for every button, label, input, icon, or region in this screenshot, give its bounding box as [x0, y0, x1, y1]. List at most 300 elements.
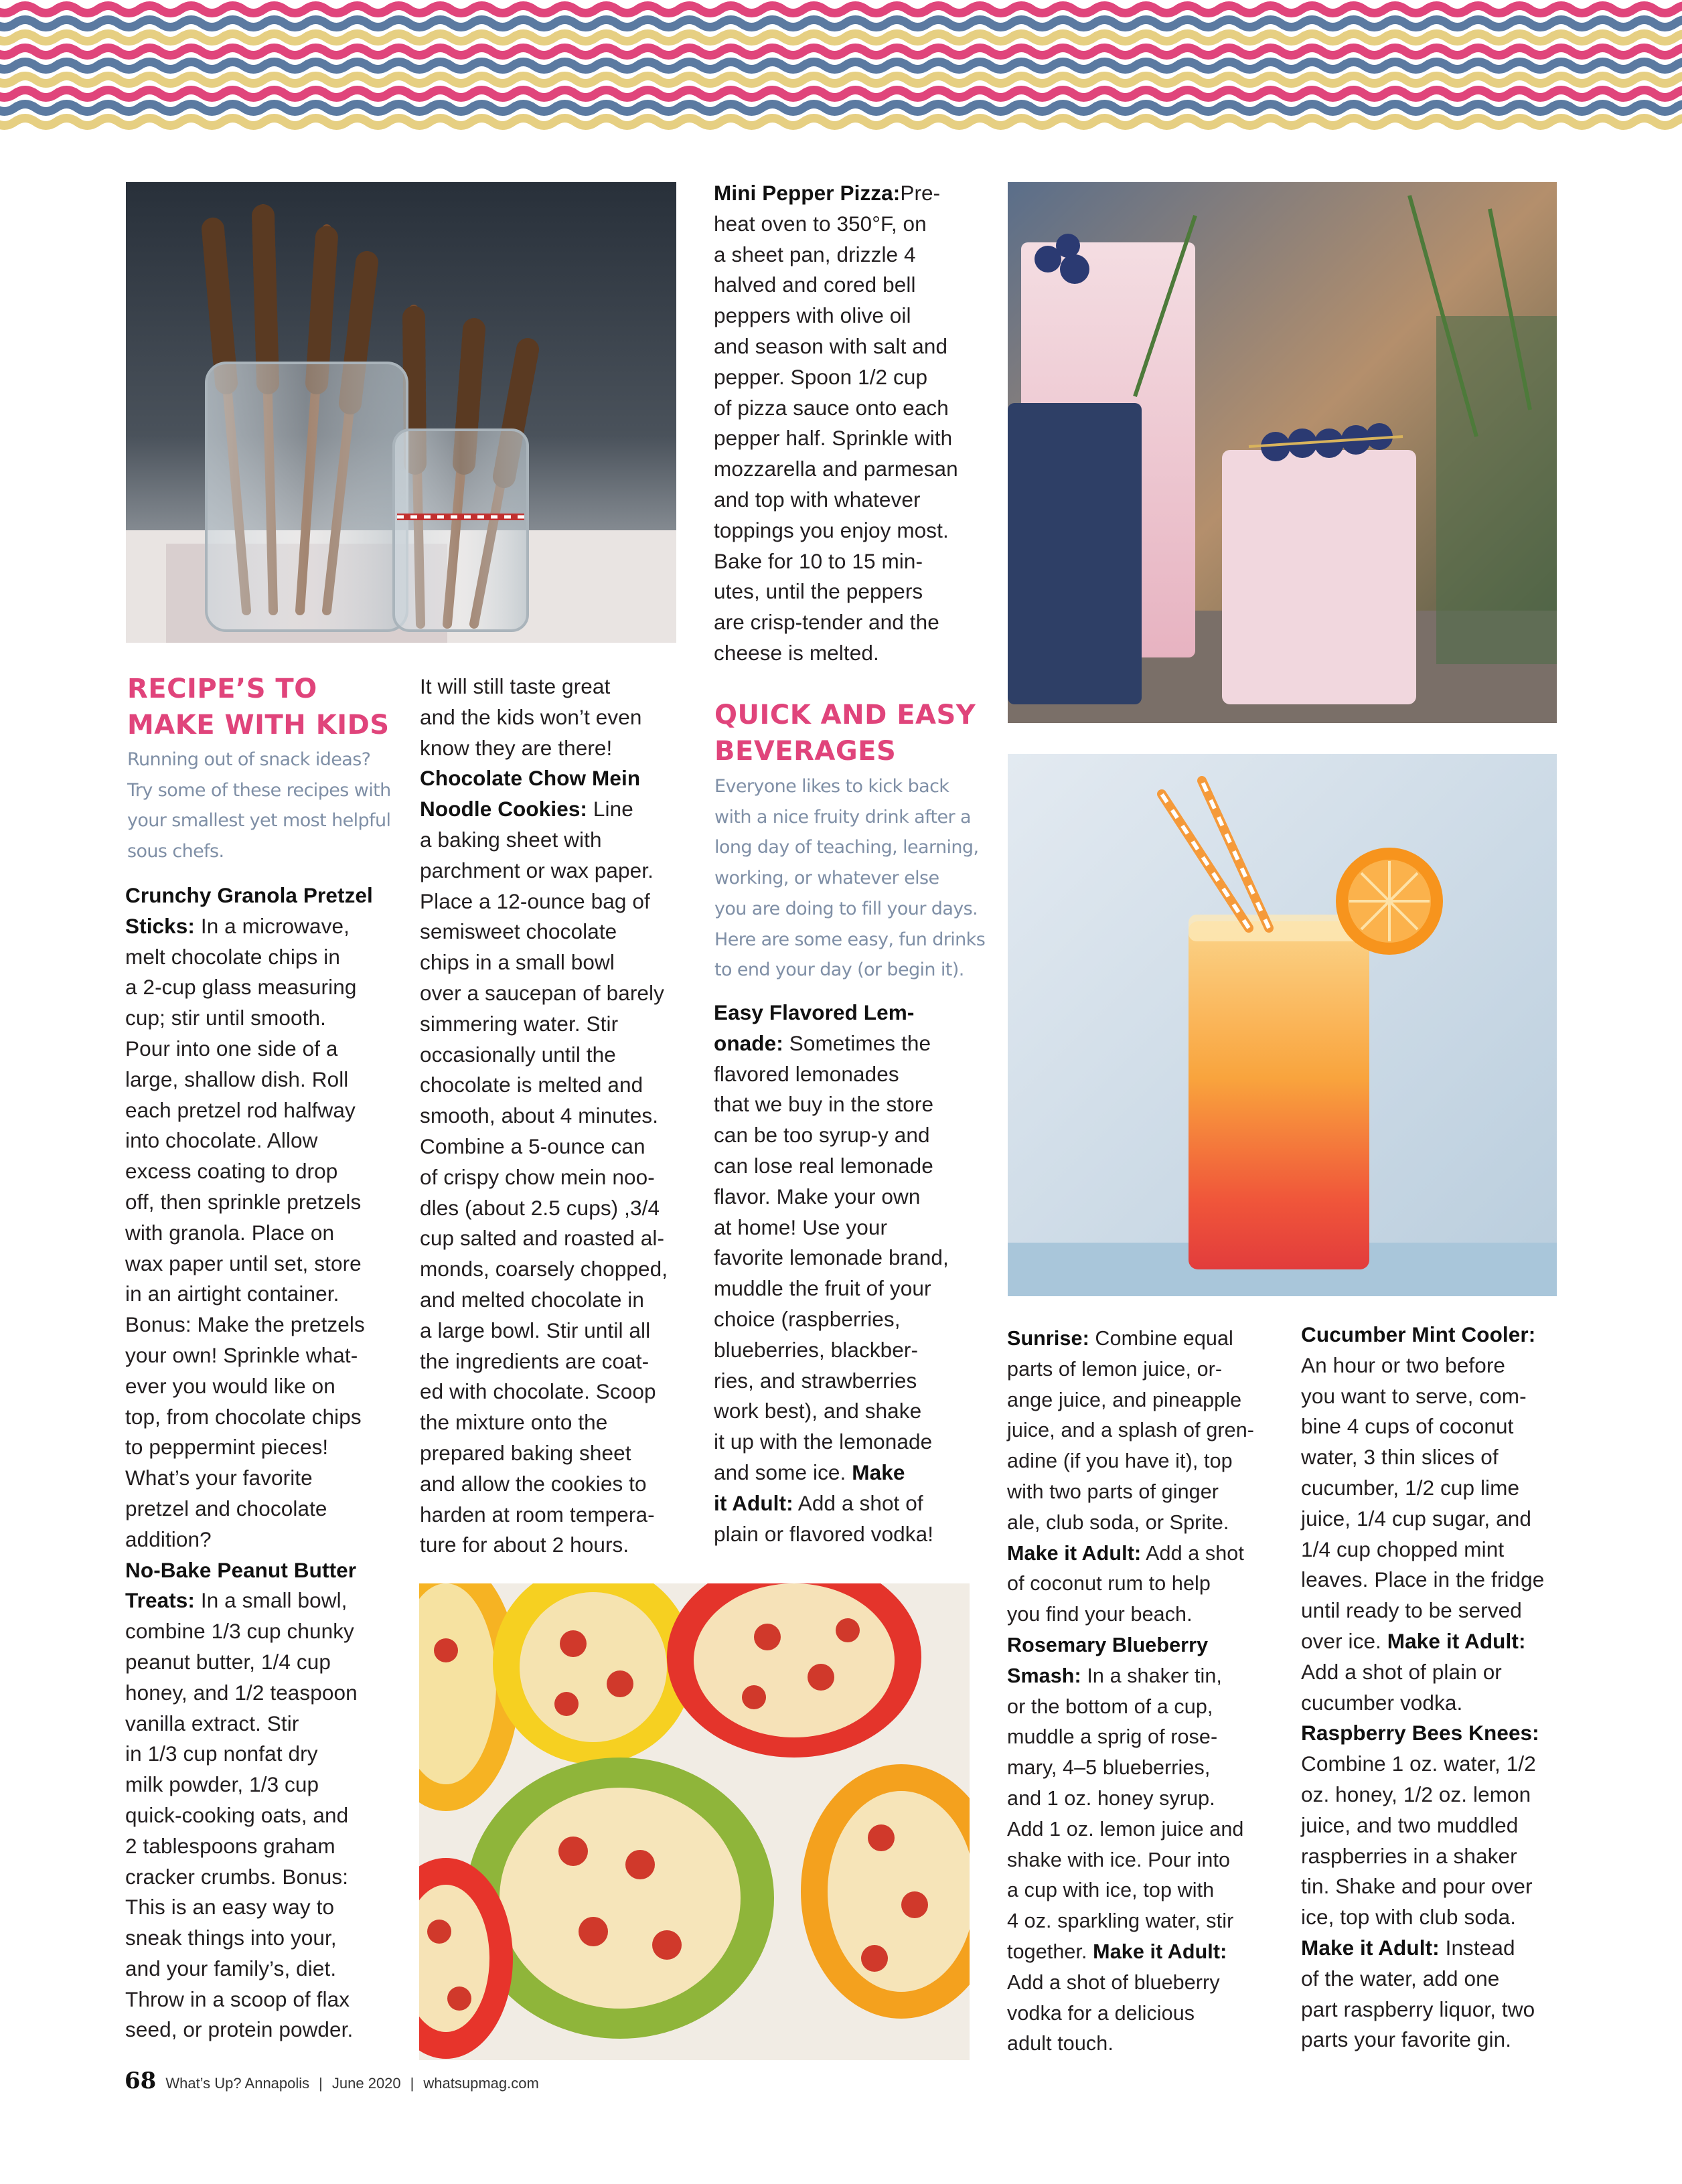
text-run: flavored lemonades — [714, 1061, 899, 1086]
text-line — [1301, 1473, 1569, 1504]
text-run: you find your beach. — [1007, 1603, 1193, 1626]
text-line — [125, 1770, 393, 1800]
text-run: and allow the cookies to — [420, 1471, 647, 1496]
text-line — [420, 978, 688, 1009]
text-line — [1007, 1784, 1288, 1814]
text-run: utes, until the peppers — [714, 579, 923, 604]
text-run: oz. honey, 1/2 oz. lemon — [1301, 1782, 1531, 1806]
text-line — [125, 1402, 393, 1433]
text-run: prepared baking sheet — [420, 1440, 631, 1465]
text-line — [420, 886, 688, 917]
beverages-intro — [714, 771, 985, 986]
website-url: whatsupmag.com — [423, 2075, 539, 2092]
text-line — [1007, 1753, 1288, 1784]
text-line — [1007, 1415, 1288, 1446]
text-line — [125, 1923, 393, 1954]
text-run: and top with whatever — [714, 487, 921, 512]
text-line — [1301, 1411, 1569, 1442]
text-line — [714, 178, 982, 209]
text-run: Pre- — [900, 181, 941, 205]
text-run: that we buy in the store — [714, 1092, 934, 1117]
text-line — [714, 240, 982, 270]
text-run: pepper. Spoon 1/2 cup — [714, 364, 928, 389]
bold-run: Sunrise: — [1007, 1327, 1089, 1350]
text-line — [714, 576, 982, 607]
text-run: work best), and shake — [714, 1399, 922, 1423]
text-line — [125, 1585, 393, 1616]
text-run: over a saucepan of barely — [420, 980, 664, 1005]
text-run: can lose real lemonade — [714, 1153, 933, 1178]
text-line — [1007, 1968, 1288, 1999]
decorative-wave-border — [0, 0, 1682, 134]
text-run: ries, and strawberries — [714, 1368, 917, 1393]
text-line — [420, 1254, 688, 1285]
text-line — [125, 1892, 393, 1923]
text-run: part raspberry liquor, two — [1301, 1997, 1535, 2021]
text-line — [420, 1070, 688, 1101]
text-line — [1301, 1810, 1569, 1841]
text-line — [714, 998, 982, 1028]
bold-run: Chocolate Chow Mein — [420, 766, 641, 791]
text-line — [1007, 1661, 1288, 1692]
text-run: the mixture onto the — [420, 1410, 608, 1435]
text-run: harden at room tempera- — [420, 1502, 655, 1527]
text-line — [125, 1616, 393, 1647]
text-line — [125, 1954, 393, 1984]
text-line — [125, 1432, 393, 1463]
text-line — [125, 1279, 393, 1310]
sunrise-and-smash-recipes — [1007, 1324, 1288, 2059]
text-run: Line — [587, 797, 633, 822]
text-line — [420, 947, 688, 978]
text-line — [125, 1494, 393, 1525]
text-run: juice, and two muddled — [1301, 1812, 1519, 1837]
text-run: a 2-cup glass measuring — [125, 975, 357, 1000]
bold-run: Make it Adult: — [1007, 1541, 1142, 1565]
kids-intro-line: your smallest yet most helpful — [127, 810, 391, 832]
text-line — [125, 1525, 393, 1555]
text-run: Combine a 5-ounce can — [420, 1134, 645, 1158]
text-line — [125, 1065, 393, 1095]
text-line — [714, 546, 982, 577]
text-run: This is an easy way to — [125, 1895, 335, 1920]
text-run: 2 tablespoons graham — [125, 1833, 335, 1858]
text-line — [420, 794, 688, 825]
text-line — [1007, 1539, 1288, 1569]
text-line — [1007, 1569, 1288, 1600]
text-run: Combine 1 oz. water, 1/2 — [1301, 1751, 1536, 1776]
text-line — [714, 1304, 982, 1335]
wave-stripe — [0, 119, 1682, 126]
issue-date: June 2020 — [331, 2075, 401, 2092]
beverages-intro-line: Here are some easy, fun drinks — [714, 929, 986, 950]
wave-stripe — [0, 48, 1682, 56]
beverages-intro-line: to end your day (or begin it). — [714, 959, 964, 981]
text-line — [1301, 1718, 1569, 1749]
text-line — [714, 1458, 982, 1488]
text-line — [1301, 1841, 1569, 1872]
kids-intro-line: sous chefs. — [127, 841, 224, 862]
text-run: semisweet chocolate — [420, 919, 617, 944]
text-line — [420, 733, 688, 764]
wave-stripe — [0, 6, 1682, 13]
text-line — [1301, 1688, 1569, 1719]
text-line — [1007, 1845, 1288, 1876]
text-run: in 1/3 cup nonfat dry — [125, 1741, 318, 1766]
text-run: muddle a sprig of rose- — [1007, 1725, 1218, 1749]
bold-run: Rosemary Blueberry — [1007, 1633, 1209, 1656]
text-line — [714, 1151, 982, 1182]
text-line — [125, 1156, 393, 1187]
text-line — [1007, 1722, 1288, 1753]
text-line — [125, 1249, 393, 1279]
text-line — [1301, 1626, 1569, 1657]
beverages-intro-line: you are doing to fill your days. — [714, 898, 978, 919]
text-run: your own! Sprinkle what- — [125, 1342, 358, 1367]
text-run: each pretzel rod halfway — [125, 1097, 356, 1122]
kids-intro-line: Running out of snack ideas? — [127, 749, 371, 770]
text-line — [1301, 1749, 1569, 1780]
text-run: excess coating to drop — [125, 1159, 338, 1184]
text-run: Sometimes the — [783, 1030, 931, 1055]
text-line — [420, 1285, 688, 1316]
wave-stripe — [0, 62, 1682, 70]
text-line — [714, 270, 982, 301]
text-run: vodka for a delicious — [1007, 2001, 1195, 2025]
text-line — [1301, 2025, 1569, 2055]
kids-intro — [127, 745, 391, 867]
text-run: shake with ice. Pour into — [1007, 1848, 1231, 1871]
text-line — [420, 1193, 688, 1224]
beverages-heading-line-1: QUICK AND EASY — [714, 700, 976, 730]
text-run: of pizza sauce onto each — [714, 395, 949, 420]
text-line — [714, 362, 982, 393]
text-run: Add a shot of — [793, 1490, 923, 1515]
kids-intro-line: Try some of these recipes with — [127, 779, 391, 801]
kids-heading-line-1: RECIPE’S TO — [127, 674, 317, 704]
text-run: cheese is melted. — [714, 640, 879, 665]
text-run: of the water, add one — [1301, 1966, 1500, 1991]
text-run: adult touch. — [1007, 2032, 1114, 2055]
text-line — [1301, 1565, 1569, 1595]
text-line — [1007, 1937, 1288, 1968]
text-line — [125, 1678, 393, 1709]
bold-run: Noodle Cookies: — [420, 797, 588, 822]
text-run: until ready to be served — [1301, 1598, 1522, 1623]
text-line — [420, 1132, 688, 1162]
cooler-and-bees-knees-recipes — [1301, 1320, 1569, 2055]
text-line — [714, 1182, 982, 1213]
bold-run: Make it Adult: — [1087, 1940, 1227, 1963]
text-line — [125, 942, 393, 973]
text-line — [125, 1555, 393, 1586]
text-run: addition? — [125, 1527, 212, 1551]
text-line — [1007, 1630, 1288, 1661]
text-line — [420, 856, 688, 886]
bold-run: onade: — [714, 1030, 783, 1055]
text-run: of coconut rum to help — [1007, 1572, 1211, 1595]
text-run: choice (raspberries, — [714, 1306, 901, 1331]
text-line — [1007, 1814, 1288, 1845]
text-run: occasionally until the — [420, 1042, 616, 1067]
text-run: It will still taste great — [420, 674, 611, 698]
text-line — [125, 1647, 393, 1678]
text-line — [714, 423, 982, 454]
text-line — [1007, 1692, 1288, 1723]
bold-run: No-Bake Peanut Butter — [125, 1557, 357, 1582]
text-line — [125, 1739, 393, 1770]
sunrise-drink-photo — [1008, 754, 1557, 1296]
bold-run: Cucumber Mint Cooler: — [1301, 1322, 1536, 1346]
text-run: of crispy chow mein noo- — [420, 1164, 655, 1189]
text-run: monds, coarsely chopped, — [420, 1257, 668, 1281]
text-run: milk powder, 1/3 cup — [125, 1772, 319, 1797]
text-run: Combine equal — [1089, 1327, 1233, 1350]
text-run: pepper half. Sprinkle with — [714, 426, 953, 451]
text-line — [420, 1530, 688, 1561]
text-line — [420, 1040, 688, 1071]
pretzel-sticks-photo — [126, 182, 676, 643]
text-line — [714, 1396, 982, 1427]
bold-run: Smash: — [1007, 1664, 1081, 1687]
text-line — [714, 454, 982, 485]
text-run: a large bowl. Stir until all — [420, 1318, 651, 1342]
text-run: are crisp-tender and the — [714, 610, 939, 635]
text-line — [125, 1340, 393, 1371]
text-line — [125, 972, 393, 1003]
text-run: to peppermint pieces! — [125, 1435, 329, 1460]
text-line — [420, 763, 688, 794]
wave-stripe — [0, 104, 1682, 112]
text-line — [714, 393, 982, 424]
text-line — [125, 911, 393, 942]
text-line — [125, 1800, 393, 1831]
text-line — [1301, 1995, 1569, 2025]
text-line — [1301, 1442, 1569, 1473]
text-run: What’s your favorite — [125, 1466, 313, 1490]
text-run: flavor. Make your own — [714, 1184, 921, 1208]
text-run: together. — [1007, 1940, 1087, 1963]
text-run: muddle the fruit of your — [714, 1276, 931, 1301]
text-line — [125, 1095, 393, 1126]
text-run: can be too syrup-y and — [714, 1123, 930, 1148]
text-run: adine (if you have it), top — [1007, 1450, 1233, 1473]
wave-stripe — [0, 20, 1682, 27]
text-line — [714, 1120, 982, 1151]
text-run: heat oven to 350°F, on — [714, 211, 927, 236]
text-run: top, from chocolate chips — [125, 1404, 362, 1429]
kids-heading-line-2: MAKE WITH KIDS — [127, 710, 390, 740]
text-line — [125, 1003, 393, 1034]
text-run: parts of lemon juice, or- — [1007, 1357, 1223, 1381]
text-line — [714, 331, 982, 362]
text-line — [420, 1407, 688, 1438]
text-line — [125, 2015, 393, 2045]
text-run: bine 4 cups of coconut — [1301, 1414, 1514, 1439]
bold-run: Mini Pepper Pizza: — [714, 181, 901, 205]
text-run: Bonus: Make the pretzels — [125, 1312, 365, 1337]
text-run: it up with the lemonade — [714, 1429, 933, 1454]
text-run: tin. Shake and pour over — [1301, 1874, 1533, 1899]
footer-separator: | — [410, 2075, 414, 2092]
text-run: water, 3 thin slices of — [1301, 1445, 1499, 1470]
bold-run: Make it Adult: — [1301, 1935, 1440, 1960]
text-line — [714, 1335, 982, 1366]
text-run: sneak things into your, — [125, 1926, 337, 1950]
text-run: In a shaker tin, — [1081, 1664, 1223, 1687]
text-line — [1301, 1381, 1569, 1412]
text-line — [1007, 1600, 1288, 1630]
text-run: wax paper until set, store — [125, 1251, 362, 1275]
text-run: cucumber, 1/2 cup lime — [1301, 1475, 1520, 1500]
text-run: mozzarella and parmesan — [714, 457, 958, 481]
bold-run: Sticks: — [125, 913, 195, 938]
text-line — [1301, 1657, 1569, 1688]
text-run: peppers with olive oil — [714, 303, 911, 328]
text-line — [420, 1346, 688, 1377]
text-run: and your family’s, diet. — [125, 1956, 337, 1980]
text-run: mary, 4–5 blueberries, — [1007, 1756, 1211, 1780]
text-run: the ingredients are coat- — [420, 1348, 649, 1373]
text-run: smooth, about 4 minutes. — [420, 1103, 659, 1128]
text-line — [1007, 1875, 1288, 1906]
text-line — [714, 1213, 982, 1243]
bold-run: Make — [846, 1460, 905, 1484]
text-line — [714, 1243, 982, 1273]
page-number: 68 — [125, 2068, 157, 2094]
text-run: Bake for 10 to 15 min- — [714, 548, 923, 573]
text-run: ever you would like on — [125, 1373, 335, 1398]
text-run: in an airtight container. — [125, 1281, 339, 1306]
text-line — [1007, 1906, 1288, 1937]
text-line — [420, 917, 688, 947]
text-run: a baking sheet with — [420, 827, 602, 852]
text-run: ed with chocolate. Scoop — [420, 1379, 656, 1404]
text-run: Instead — [1439, 1935, 1515, 1960]
text-line — [420, 1500, 688, 1531]
text-line — [714, 301, 982, 331]
text-line — [1301, 1535, 1569, 1565]
text-run: at home! Use your — [714, 1215, 888, 1239]
text-run: ice, top with club soda. — [1301, 1905, 1517, 1930]
text-line — [714, 1366, 982, 1397]
text-run: raspberries in a shaker — [1301, 1843, 1517, 1868]
text-run: over ice. — [1301, 1628, 1381, 1653]
text-line — [125, 1218, 393, 1249]
text-run: plain or flavored vodka! — [714, 1521, 934, 1546]
text-run: and the kids won’t even — [420, 704, 642, 729]
text-run: juice, 1/4 cup sugar, and — [1301, 1506, 1531, 1531]
text-run: parchment or wax paper. — [420, 858, 654, 882]
text-line — [1301, 1595, 1569, 1626]
text-run: know they are there! — [420, 735, 613, 760]
text-run: and melted chocolate in — [420, 1287, 645, 1312]
bold-run: it Adult: — [714, 1490, 793, 1515]
text-run: chips in a small bowl — [420, 950, 615, 975]
text-line — [125, 880, 393, 911]
text-run: into chocolate. Allow — [125, 1128, 318, 1153]
text-run: simmering water. Stir — [420, 1011, 619, 1036]
text-line — [125, 1371, 393, 1402]
pretzel-and-peanut-butter-recipes — [125, 880, 393, 2045]
text-line — [125, 1862, 393, 1893]
text-run: Add a shot of blueberry — [1007, 1970, 1220, 1994]
text-run: Throw in a scoop of flax — [125, 1986, 350, 2011]
text-line — [420, 1101, 688, 1132]
beverages-intro-line: long day of teaching, learning, — [714, 837, 979, 858]
text-line — [1301, 1320, 1569, 1350]
beverages-intro-line: with a nice fruity drink after a — [714, 806, 971, 828]
text-line — [125, 1831, 393, 1862]
text-line — [125, 1034, 393, 1065]
wave-stripe — [0, 76, 1682, 84]
text-run: parts your favorite gin. — [1301, 2027, 1512, 2052]
text-run: 4 oz. sparkling water, stir — [1007, 1909, 1234, 1933]
text-line — [1007, 1354, 1288, 1385]
text-run: ture for about 2 hours. — [420, 1533, 629, 1557]
blueberry-lemonade-photo — [1008, 182, 1557, 723]
text-run: pretzel and chocolate — [125, 1496, 327, 1520]
text-run: you want to serve, com- — [1301, 1383, 1527, 1408]
text-run: a cup with ice, top with — [1007, 1879, 1215, 1902]
mini-pepper-pizza-recipe — [714, 178, 982, 669]
text-line — [1301, 1780, 1569, 1810]
text-line — [714, 1488, 982, 1519]
text-run: cracker crumbs. Bonus: — [125, 1864, 349, 1889]
text-run: cup salted and roasted al- — [420, 1226, 665, 1251]
text-line — [420, 702, 688, 733]
beverages-section-heading — [714, 697, 976, 769]
text-line — [1301, 1504, 1569, 1535]
text-run: halved and cored bell — [714, 272, 916, 297]
beverages-intro-line: working, or whatever else — [714, 868, 939, 889]
text-run: combine 1/3 cup chunky — [125, 1619, 354, 1644]
text-run: seed, or protein powder. — [125, 2017, 354, 2042]
text-line — [125, 1463, 393, 1494]
text-line — [125, 1187, 393, 1218]
text-run: juice, and a splash of gren- — [1007, 1419, 1255, 1442]
text-line — [420, 1316, 688, 1346]
text-run: with granola. Place on — [125, 1220, 335, 1245]
text-run: In a microwave, — [195, 913, 350, 938]
bold-run: Easy Flavored Lem- — [714, 1000, 915, 1024]
text-line — [420, 825, 688, 856]
text-line — [714, 607, 982, 638]
text-run: large, shallow dish. Roll — [125, 1067, 349, 1091]
bold-run: Crunchy Granola Pretzel — [125, 883, 373, 907]
text-run: cucumber vodka. — [1301, 1690, 1463, 1715]
text-line — [125, 1709, 393, 1739]
wave-stripe — [0, 90, 1682, 98]
text-run: Add a shot — [1141, 1541, 1244, 1565]
text-line — [714, 638, 982, 669]
wave-stripe — [0, 34, 1682, 42]
text-line — [1007, 2029, 1288, 2059]
text-run: leaves. Place in the fridge — [1301, 1567, 1545, 1592]
mini-pepper-pizza-photo — [419, 1583, 970, 2060]
text-run: 1/4 cup chopped mint — [1301, 1537, 1505, 1561]
text-line — [1007, 1385, 1288, 1416]
publication-name: What’s Up? Annapolis — [165, 2075, 310, 2092]
beverages-intro-line: Everyone likes to kick back — [714, 776, 949, 797]
text-run: vanilla extract. Stir — [125, 1711, 299, 1735]
footer-separator: | — [319, 2075, 323, 2092]
bold-run: Raspberry Bees Knees: — [1301, 1721, 1539, 1745]
text-run: and some ice. — [714, 1460, 846, 1484]
text-line — [420, 672, 688, 702]
text-run: ange juice, and pineapple — [1007, 1388, 1242, 1411]
text-line — [714, 1519, 982, 1550]
